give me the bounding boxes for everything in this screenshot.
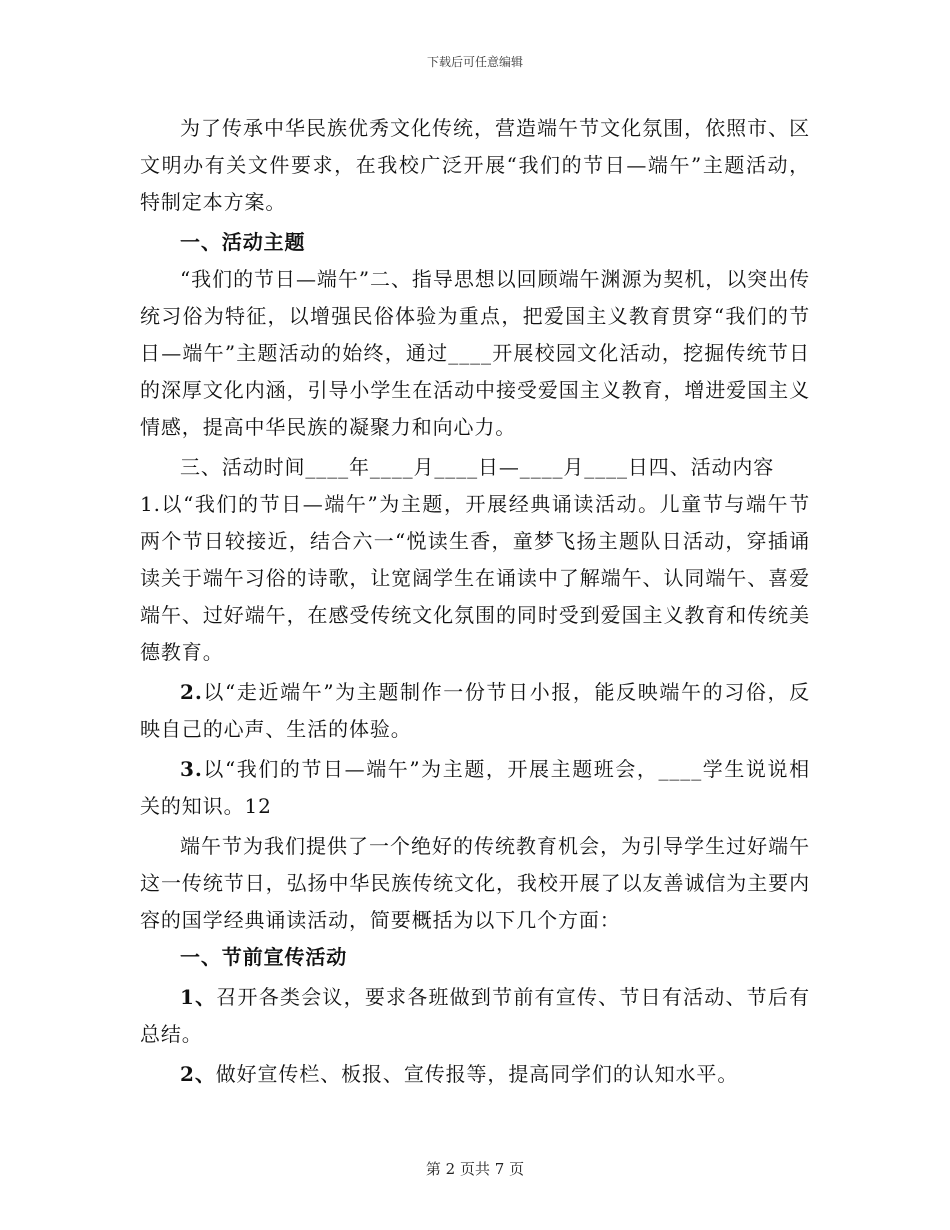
summary-paragraph: 端午节为我们提供了一个绝好的传统教育机会，为引导学生过好端午这一传统节日，弘扬中华民族传统文化，我校开展了以友善诚信为主要内容的国学经典诵读活动，简要概括为以下几个方面：: [140, 834, 810, 932]
page-header: 下载后可任意编辑: [426, 55, 523, 69]
item-number: 2、: [180, 1062, 216, 1086]
activity-item-2: [140, 674, 810, 748]
pre-festival-item-1: [140, 979, 810, 1053]
pre-festival-item-2: [140, 1056, 810, 1093]
activity-time-paragraph: 三、活动时间____年____月____日—____月____日四、活动内容: [180, 455, 775, 479]
item-number: 2.: [180, 680, 203, 704]
section-heading-activity-theme: 一、活动主题: [180, 230, 306, 254]
page-footer: 第 2 页共 7 页: [425, 1160, 525, 1178]
item-text: 以“我们的节日—端午”为主题，开展主题班会，____学生说说相关的知识。12: [140, 757, 810, 818]
item-text: 以“走近端午”为主题制作一份节日小报，能反映端午的习俗，反映自己的心声、生活的体验。: [140, 680, 810, 741]
item-number: 1、: [180, 985, 217, 1009]
section-heading-pre-festival: 一、节前宣传活动: [180, 945, 348, 969]
item-text: 做好宣传栏、板报、宣传报等，提高同学们的认知水平。: [215, 1062, 739, 1086]
item-number: 3.: [180, 757, 203, 781]
activity-item-1: 1.以“我们的节日—端午”为主题，开展经典诵读活动。儿童节与端午节两个节日较接近，结合六一“悦读生香，童梦飞扬主题队日活动，穿插诵读关于端午习俗的诗歌，让宽阔学生在诵读中了解端午、认同端午、喜爱端午、过好端午，在感受传统文化氛围的同时受到爱国主义教育和传统美德教育。: [140, 492, 810, 664]
guiding-ideology-paragraph: “我们的节日—端午”二、指导思想以回顾端午渊源为契机，以突出传统习俗为特征，以增强民俗体验为重点，把爱国主义教育贯穿“我们的节日—端午”主题活动的始终，通过____开展校园文化活动，挖掘传统节日的深厚文化内涵，引导小学生在活动中接受爱国主义教育，增进爱国主义情感，提高中华民族的凝聚力和向心力。: [140, 267, 810, 439]
intro-paragraph: 为了传承中华民族优秀文化传统，营造端午节文化氛围，依照市、区文明办有关文件要求，在我校广泛开展“我们的节日—端午”主题活动，特制定本方案。: [140, 116, 810, 214]
item-text: 召开各类会议，要求各班做到节前有宣传、节日有活动、节后有总结。: [140, 985, 810, 1046]
document-body: [140, 110, 810, 1093]
activity-item-3: [140, 751, 810, 825]
